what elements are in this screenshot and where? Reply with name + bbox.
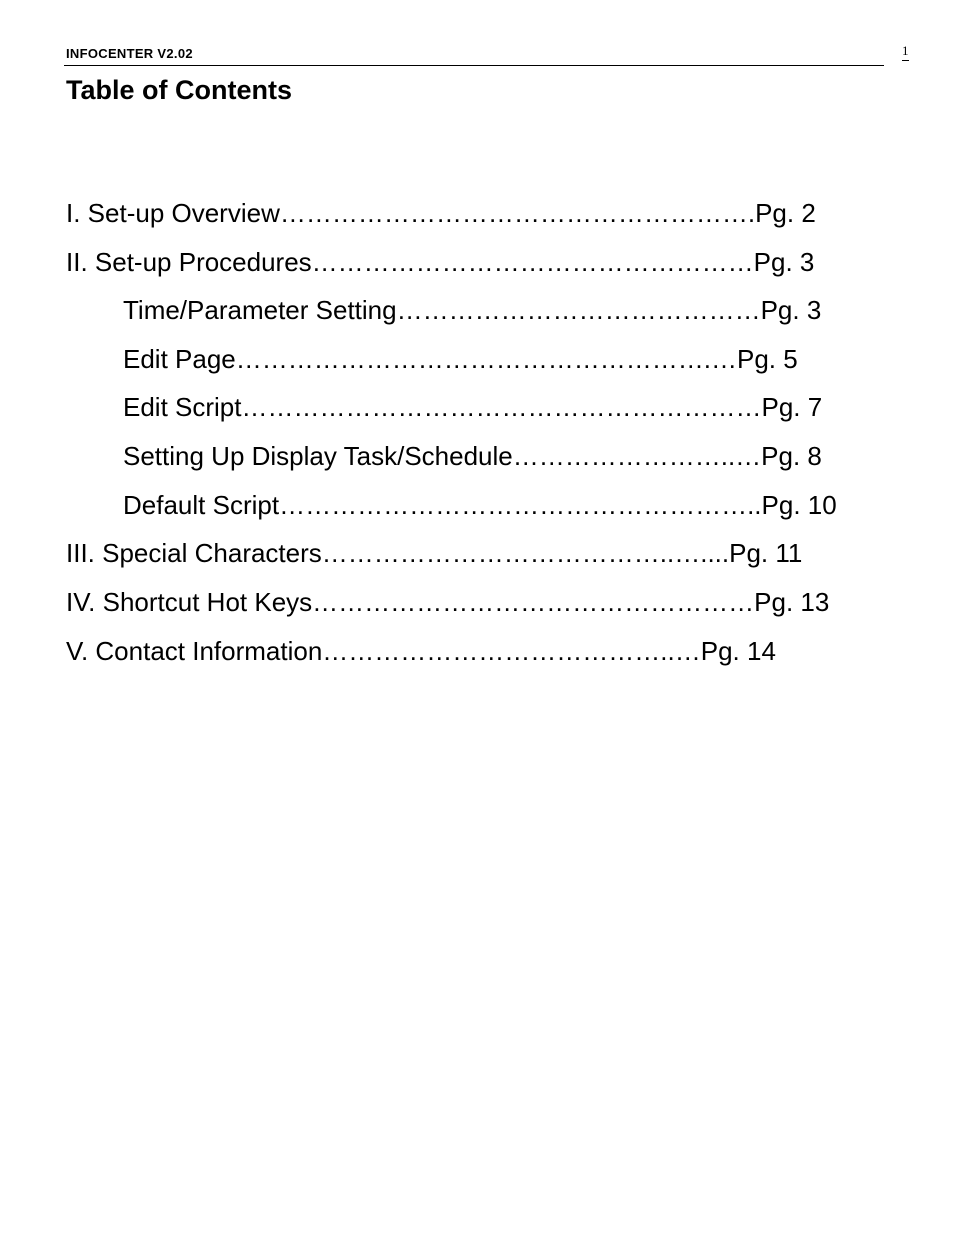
toc-entry-shortcut-hot-keys: IV. Shortcut Hot Keys……………………………………………Pg. 13 <box>66 587 830 617</box>
toc-entry-setup-procedures: II. Set-up Procedures……………………………………………Pg. 3 <box>66 247 815 277</box>
toc-entry-edit-page: Edit Page……………………………………………….…Pg. 5 <box>123 344 798 374</box>
toc-entry-default-script: Default Script………………………………………………..Pg. 10 <box>123 490 837 520</box>
running-header-title: INFOCENTER V2.02 <box>66 46 193 61</box>
header-rule <box>64 65 884 66</box>
toc-entry-setup-overview: I. Set-up Overview……………………………………………….Pg. 2 <box>66 198 816 228</box>
toc-entry-special-characters: III. Special Characters…………………………………..…....Pg. 11 <box>66 538 803 568</box>
toc-entry-contact-information: V. Contact Information…………………………………..…Pg. 14 <box>66 636 776 666</box>
toc-entry-time-parameter-setting: Time/Parameter Setting……………………………………Pg. 3 <box>123 295 822 325</box>
page-number: 1 <box>902 43 909 61</box>
toc-title: Table of Contents <box>66 75 292 105</box>
toc-entry-display-task-schedule: Setting Up Display Task/Schedule……………………..…Pg. 8 <box>123 441 822 471</box>
toc-entry-edit-script: Edit Script……………………………………………………Pg. 7 <box>123 392 823 422</box>
